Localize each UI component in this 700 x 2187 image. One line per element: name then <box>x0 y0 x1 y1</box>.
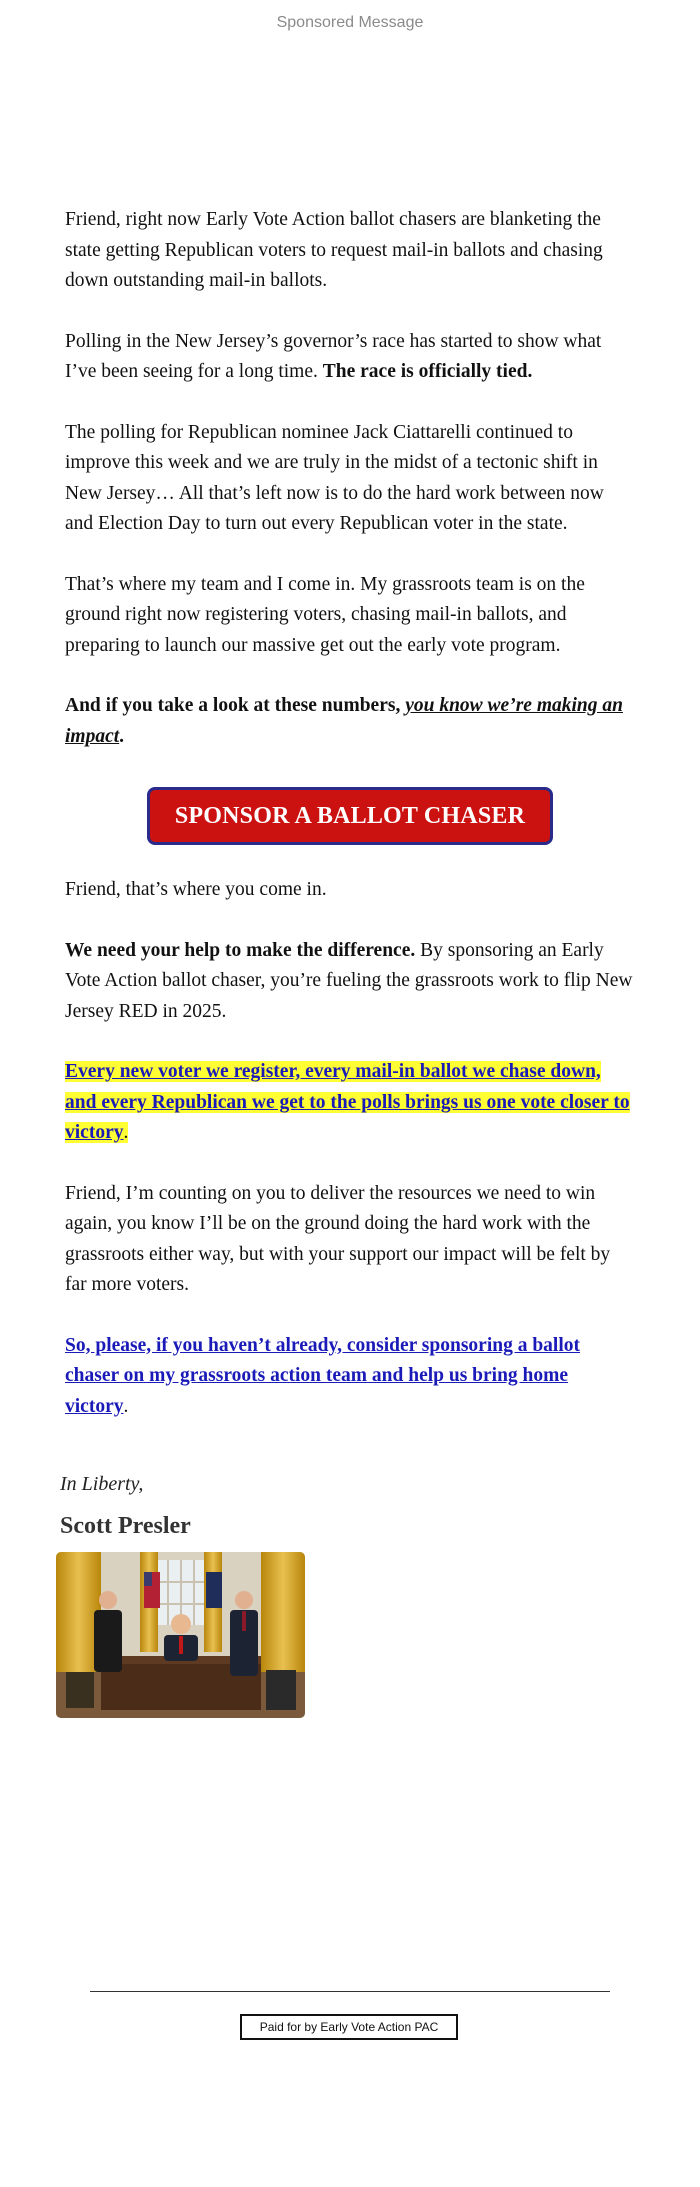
signature-name: Scott Presler <box>60 1513 191 1539</box>
paragraph-ciattarelli: The polling for Republican nominee Jack Ciattarelli continued to improve this week and we are truly in the midst of a tectonic shift in New Jersey… All that’s left now is to do the hard work between now and Election Day to turn out every Republican voter in the state. <box>65 421 604 534</box>
need-help-rest: By sponsoring an Early Vote Action ballot chaser, you’re fueling the grassroots work to flip New Jersey RED in 2025. <box>65 939 633 1022</box>
footer-divider <box>90 1991 610 1992</box>
paragraph-team: That’s where my team and I come in. My grassroots team is on the ground right now registering voters, chasing mail-in ballots, and preparing to launch our massive get out the early vote program. <box>65 573 585 656</box>
sponsor-ballot-chaser-button[interactable]: SPONSOR A BALLOT CHASER <box>147 787 553 845</box>
paragraph-you-come-in: Friend, that’s where you come in. <box>65 879 327 900</box>
every-voter-link[interactable]: Every new voter we register, every mail-in ballot we chase down, and every Republican we get to the polls brings us one vote closer to victory <box>65 1061 630 1143</box>
signoff: In Liberty, <box>60 1473 144 1495</box>
paragraph-intro: Friend, right now Early Vote Action ballot chasers are blanketing the state getting Republican voters to request mail-in ballots and chasing down outstanding mail-in ballots. <box>65 209 603 291</box>
paragraph-need-help <box>65 936 635 1028</box>
paragraph-counting: Friend, I’m counting on you to deliver the resources we need to win again, you know I’ll be on the ground doing the hard work with the grassroots either way, but with your support our impact will be felt by far more voters. <box>65 1182 611 1295</box>
please-period: . <box>123 1395 129 1417</box>
sponsored-label: Sponsored Message <box>276 14 424 31</box>
polling-text: Polling in the New Jersey’s governor’s race has started to show what I’ve been seeing for a long time. <box>65 330 602 382</box>
numbers-period: . <box>119 725 125 747</box>
need-help-text: We need your help to make the difference. <box>65 939 416 961</box>
paragraph-polling <box>65 327 635 388</box>
please-sponsor-link[interactable]: So, please, if you haven’t already, consider sponsoring a ballot chaser on my grassroots action team and help us bring home victory <box>65 1334 581 1417</box>
highlight-period: . <box>123 1122 129 1143</box>
cta-container <box>65 787 635 845</box>
race-tied-text: The race is officially tied. <box>322 361 533 382</box>
photo-image <box>56 1552 305 1718</box>
paragraph-please <box>65 1331 635 1423</box>
oval-office-photo <box>56 1552 305 1718</box>
paragraph-numbers <box>65 691 635 752</box>
paragraph-highlight <box>65 1057 635 1149</box>
paid-for-disclaimer: Paid for by Early Vote Action PAC <box>240 2014 458 2040</box>
highlight-span <box>65 1061 630 1143</box>
numbers-text: And if you take a look at these numbers, <box>65 695 406 716</box>
impact-link[interactable]: you know we’re making an impact <box>65 695 623 747</box>
email-body <box>65 205 635 1452</box>
